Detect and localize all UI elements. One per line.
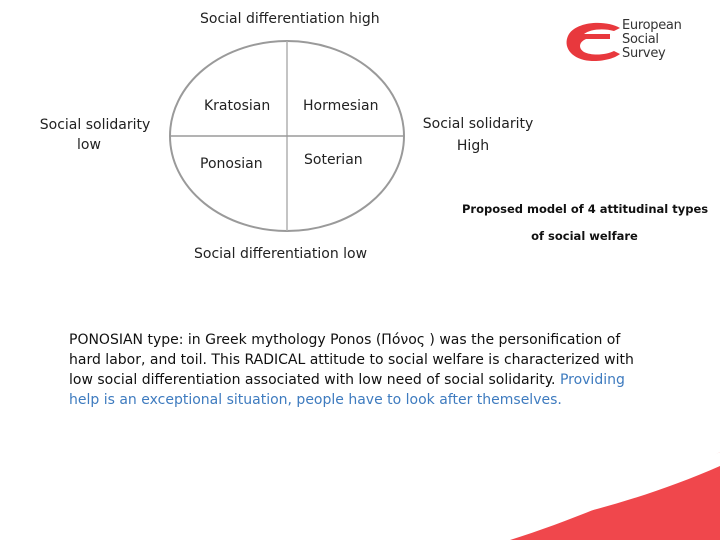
ponosian-description bbox=[69, 330, 669, 410]
paragraph-line-2: hard labor, and toil. This RADICAL attitude to social welfare is characterized with bbox=[69, 352, 634, 368]
corner-red-swoosh bbox=[390, 452, 720, 540]
logo-line-social: Social bbox=[622, 32, 659, 47]
bottom-axis-label: Social differentiation low bbox=[194, 246, 368, 262]
diagram-caption-line2: of social welfare bbox=[531, 229, 638, 243]
corner-decoration bbox=[390, 450, 720, 540]
diagram-caption-line1: Proposed model of 4 attitudinal types bbox=[462, 202, 709, 216]
top-axis-label: Social differentiation high bbox=[200, 11, 380, 27]
right-axis-label-line2: High bbox=[456, 138, 490, 154]
quadrant-soterian: Soterian bbox=[304, 152, 363, 168]
quadrant-hormesian: Hormesian bbox=[303, 98, 379, 114]
right-axis-label-line1: Social solidarity bbox=[422, 116, 534, 132]
quadrant-ponosian: Ponosian bbox=[200, 156, 263, 172]
paragraph-line-1: PONOSIAN type: in Greek mythology Ponos (Πόνος ) was the personification of bbox=[69, 332, 621, 348]
ess-logo-text bbox=[622, 19, 682, 61]
logo-line-survey: Survey bbox=[622, 46, 666, 61]
paragraph-line-4: help is an exceptional situation, people have to look after themselves. bbox=[69, 392, 562, 408]
logo-line-european: European bbox=[622, 18, 682, 33]
left-axis-label-line1: Social solidarity bbox=[39, 117, 151, 133]
paragraph-line-3-highlight: Providing bbox=[559, 372, 625, 388]
quadrant-kratosian: Kratosian bbox=[204, 98, 271, 114]
paragraph-line-3-text: low social differentiation associated with low need of social solidarity. bbox=[69, 372, 560, 388]
paragraph-line-3 bbox=[69, 370, 669, 390]
left-axis-label-line2: low bbox=[77, 137, 101, 153]
